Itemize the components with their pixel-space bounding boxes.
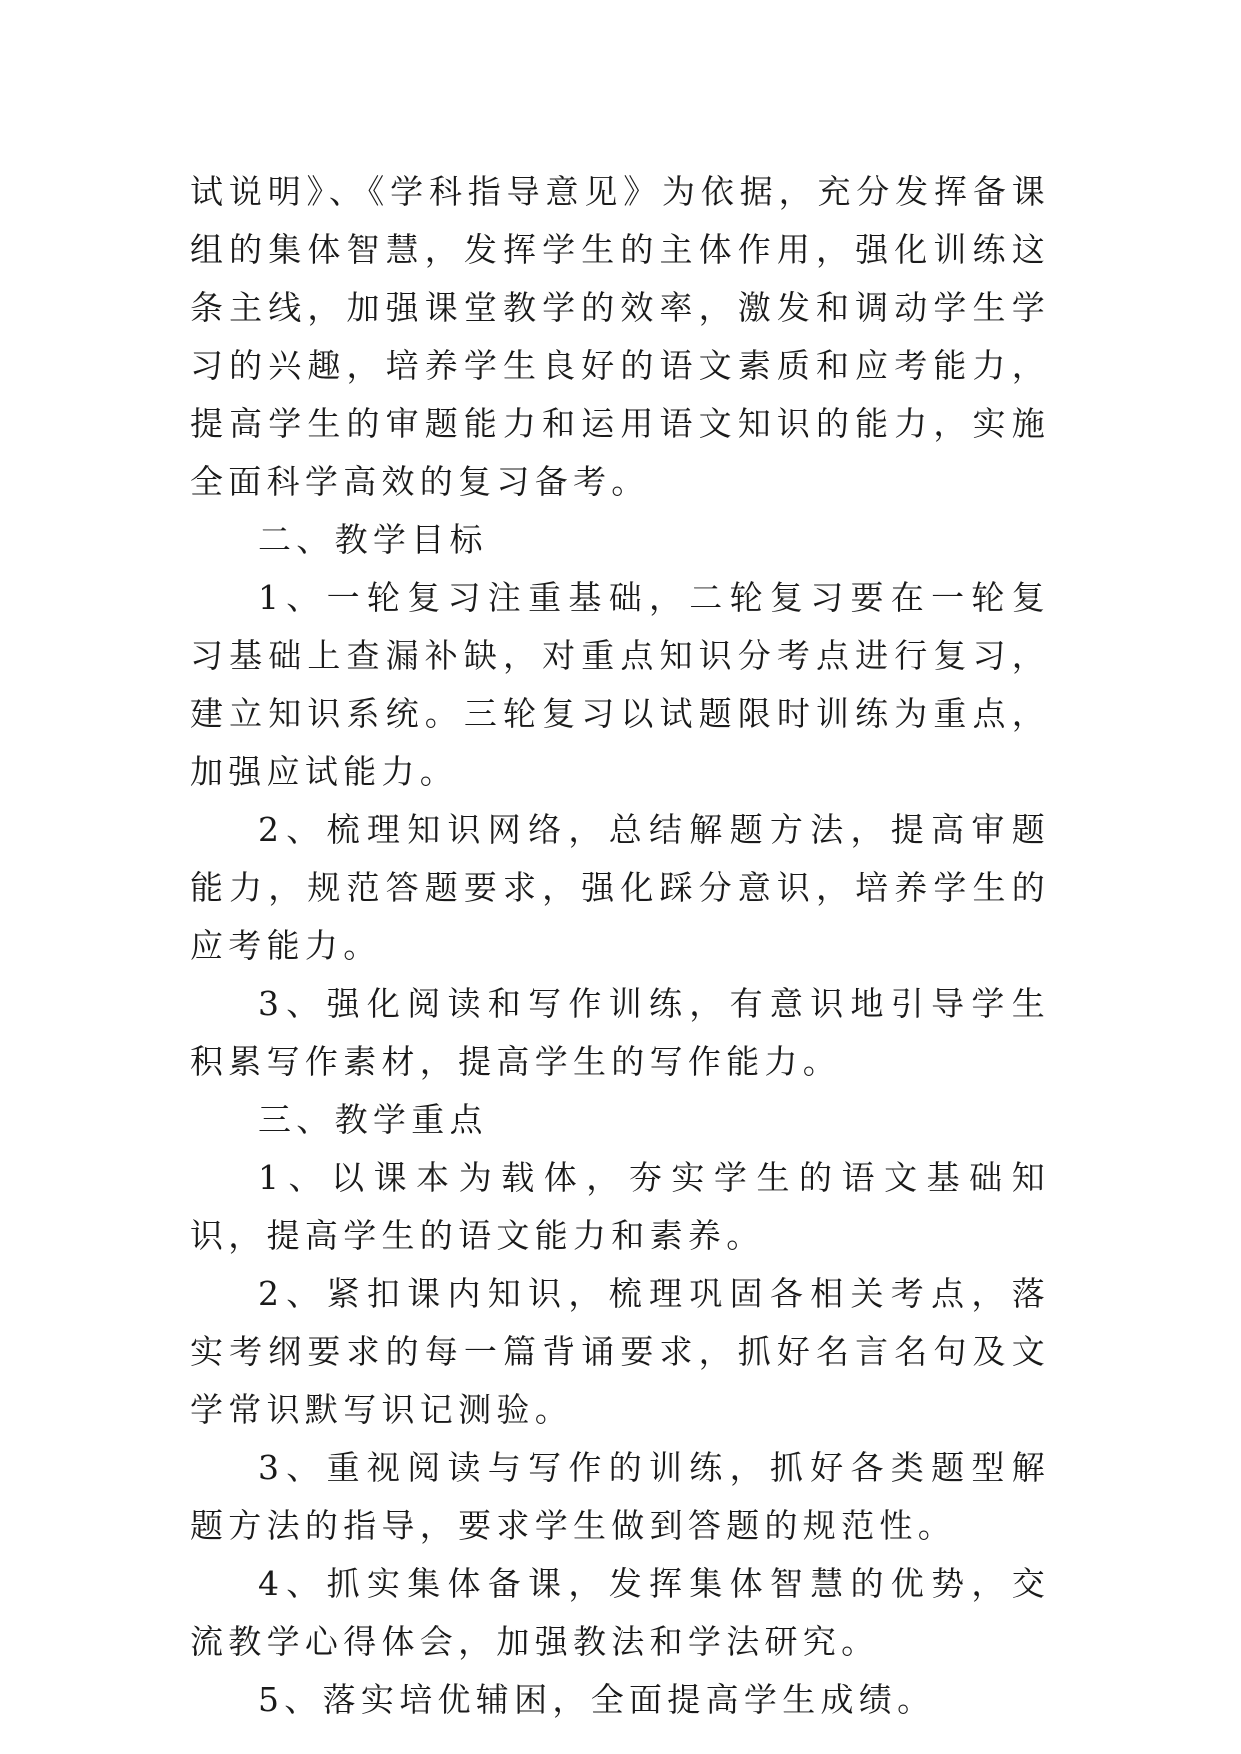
document-body — [190, 163, 1050, 1729]
focus-item-2: 2、紧扣课内知识，梳理巩固各相关考点，落实考纲要求的每一篇背诵要求，抓好名言名句及文学常识默写识记测验。 — [190, 1274, 1050, 1429]
focus-item-1: 1、以课本为载体，夯实学生的语文基础知识，提高学生的语文能力和素养。 — [190, 1158, 1050, 1255]
focus-item-3: 3、重视阅读与写作的训练，抓好各类题型解题方法的指导，要求学生做到答题的规范性。 — [190, 1448, 1050, 1545]
goal-item-1: 1、一轮复习注重基础，二轮复习要在一轮复习基础上查漏补缺，对重点知识分考点进行复习，建立知识系统。三轮复习以试题限时训练为重点，加强应试能力。 — [190, 578, 1050, 791]
section-heading-teaching-focus: 三、教学重点 — [258, 1100, 488, 1139]
focus-item-4: 4、抓实集体备课，发挥集体智慧的优势，交流教学心得体会，加强教法和学法研究。 — [190, 1564, 1050, 1661]
section-heading-teaching-goals: 二、教学目标 — [258, 520, 488, 559]
paragraph-continued-intro: 试说明》、《学科指导意见》为依据，充分发挥备课组的集体智慧，发挥学生的主体作用，强化训练这条主线，加强课堂教学的效率，激发和调动学生学习的兴趣，培养学生良好的语文素质和应考能力，提高学生的审题能力和运用语文知识的能力，实施全面科学高效的复习备考。 — [190, 172, 1050, 501]
focus-item-5: 5、落实培优辅困，全面提高学生成绩。 — [258, 1680, 936, 1719]
goal-item-3: 3、强化阅读和写作训练，有意识地引导学生积累写作素材，提高学生的写作能力。 — [190, 984, 1050, 1081]
goal-item-2: 2、梳理知识网络，总结解题方法，提高审题能力，规范答题要求，强化踩分意识，培养学生的应考能力。 — [190, 810, 1050, 965]
